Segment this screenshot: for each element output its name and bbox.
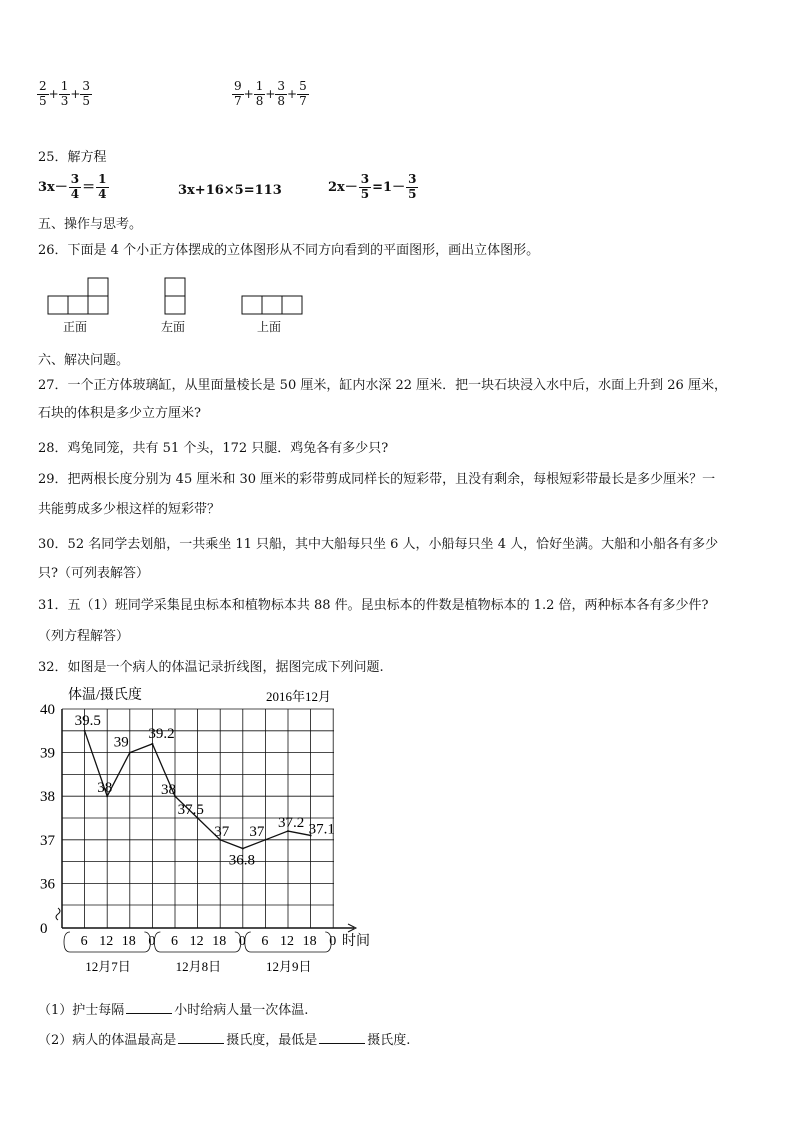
q29-line1: 29．把两根长度分别为 45 厘米和 30 厘米的彩带剪成同样长的短彩带，且没有剩余，每根短彩带最长是多少厘米？一 [38,472,716,487]
fraction: $\frac{9}{7}$ [234,79,242,108]
data-label: 36.8 [228,852,256,869]
q26-text: 26．下面是 4 个小正方体摆成的立体图形从不同方向看到的平面图形，画出立体图形。 [38,243,540,258]
data-label: 39 [113,734,129,751]
chart-xlabel: 时间 [342,934,370,949]
fraction: $\frac{2}{5}$ [39,79,47,108]
front-view-label: 正面 [63,320,88,334]
temperature-line-chart [32,683,377,988]
chart-ylabel: 体温/摄氏度 [68,688,142,703]
x-tick-label: 12 [189,934,204,949]
data-label: 38 [97,780,113,797]
x-tick-label: 18 [302,934,317,949]
fraction: $\frac{3}{8}$ [277,79,286,108]
top-view-label: 上面 [257,320,282,334]
data-label: 38 [161,782,176,799]
data-label: 37.1 [308,821,335,838]
day-label: 12月7日 [85,959,131,974]
q24-expression-left: $\frac{2}{5}$ + $\frac{1}{3}$ + $\frac{3}{5}$ [39,79,91,108]
y-tick-label: 36 [40,876,55,893]
q25-title: 25．解方程 [38,150,107,165]
x-tick-label: 12 [280,934,294,949]
fraction: $\frac{1}{3}$ [60,79,69,108]
data-label: 39.5 [74,712,101,729]
section-6-heading: 六、解决问题。 [38,353,130,368]
x-tick-label: 6 [80,934,88,949]
x-tick-label: 18 [212,934,227,949]
data-label: 37.5 [177,802,204,818]
day-label: 12月8日 [175,959,222,974]
q27-line1: 27．一个正方体玻璃缸，从里面量棱长是 50 厘米，缸内水深 22 厘米．把一块石块浸入水中后，水面上升到 26 厘米， [38,378,727,393]
data-label: 37 [249,823,265,840]
data-point [84,730,86,732]
data-label: 39.2 [148,725,175,742]
chart-title: 2016年12月 [266,689,332,704]
answer-blank-max[interactable] [178,1042,224,1044]
q29-line2: 共能剪成多少根这样的短彩带？ [38,502,221,517]
equation-2: 3x+16×5=113 [178,183,282,198]
answer-blank-min[interactable] [319,1042,365,1044]
x-tick-label: 18 [121,934,136,949]
x-tick-label: 12 [99,934,114,949]
x-tick-label: 0 [148,934,156,949]
x-tick-label: 0 [238,934,246,949]
q30-line1: 30．52 名同学去划船，一共乘坐 11 只船，其中大船每只坐 6 人，小船每只坐 4 人，恰好坐满。大船和小船各有多少 [38,537,719,552]
x-tick-label: 0 [329,934,337,949]
data-point [129,752,131,754]
y-tick-label: 39 [40,745,55,762]
data-point [151,743,153,745]
x-tick-label: 6 [171,934,178,949]
q32-text: 32．如图是一个病人的体温记录折线图，据图完成下列问题. [38,660,384,675]
y-tick-label: 37 [40,832,55,849]
data-point [264,839,266,841]
left-view [165,278,185,314]
axis-break [56,908,60,920]
fraction: $\frac{1}{8}$ [255,79,264,108]
q31-line2: （列方程解答） [38,629,130,644]
y-tick-label: 38 [40,789,55,806]
day-label: 12月9日 [266,959,312,974]
q32-part2: （2）病人的体温最高是 摄氏度，最低是 摄氏度. [38,1033,411,1048]
q27-line2: 石块的体积是多少立方厘米? [38,406,201,421]
answer-blank-interval[interactable] [126,1012,172,1014]
left-view-label: 左面 [161,320,186,334]
three-views-figure [44,270,314,318]
data-label: 37.2 [278,815,305,832]
fraction: $\frac{5}{7}$ [299,79,307,108]
section-5-heading: 五、操作与思考。 [38,217,143,232]
front-view [48,278,108,314]
data-label: 37 [214,823,230,840]
q31-line1: 31．五（1）班同学采集昆虫标本和植物标本共 88 件。昆虫标本的件数是植物标本的 1.2 倍，两种标本各有多少件? [38,598,709,613]
equation-3: 2x－ $\frac{3}{5}$ =1－ $\frac{3}{5}$ [328,172,417,201]
data-point [242,848,244,850]
q32-part1: （1）护士每隔 小时给病人量一次体温. [38,1003,309,1018]
x-tick-label: 6 [261,934,269,949]
fraction: $\frac{3}{5}$ [82,79,91,108]
q28-text: 28．鸡兔同笼，共有 51 个头，172 只腿．鸡兔各有多少只? [38,441,389,456]
equation-1: 3x－ $\frac{3}{4}$ ＝ $\frac{1}{4}$ [38,172,107,201]
q24-expression-right: $\frac{9}{7}$ + $\frac{1}{8}$ + $\frac{3}{8}$ + $\frac{5}{7}$ [234,79,307,108]
top-view [242,296,302,314]
q30-line2: 只?（可列表解答） [38,566,149,581]
y-tick-label: 40 [40,702,55,718]
y-tick-label: 0 [40,921,48,937]
